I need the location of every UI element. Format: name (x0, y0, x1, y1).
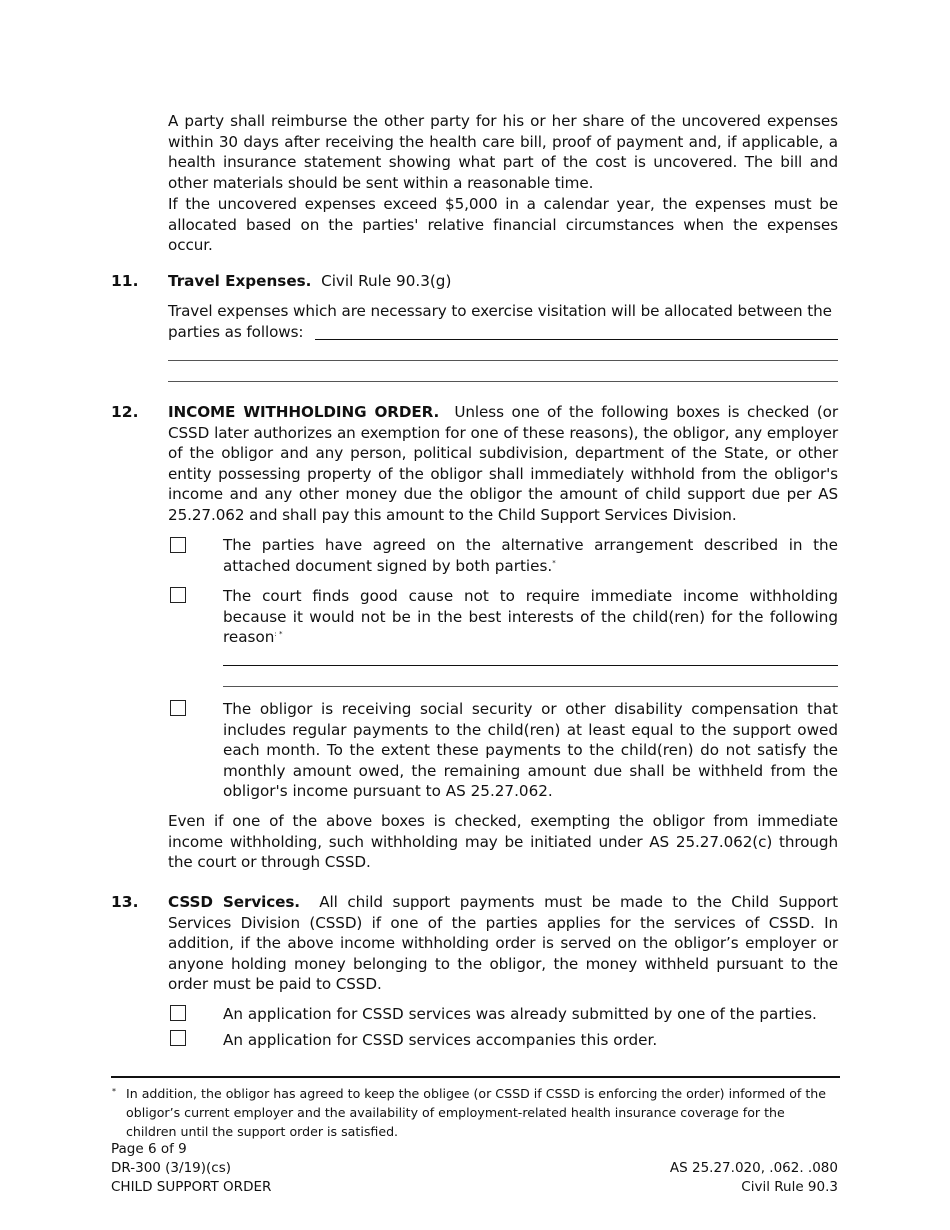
application-accompanies-option: An application for CSSD services accompanies this order. (223, 1031, 658, 1049)
disability-compensation-option: The obligor is receiving social security or other disability compensation that includes regular payments to the child(ren) at least equal to the support owed each month. To the extent these payments to the child(ren) do not satisfy the monthly amount owed, the remaining amount due shall be withheld from the obligor's income pursuant to AS 25.27.062. (223, 700, 838, 800)
travel-allocation-line-1[interactable] (315, 339, 838, 340)
form-id: DR-300 (3/19)(cs) (111, 1160, 231, 1176)
disability-compensation-checkbox[interactable] (170, 700, 186, 716)
reimbursement-paragraph: A party shall reimburse the other party for his or her share of the uncovered expenses within 30 days after receiving the health care bill, proof of payment and, if applicable, a health insurance statement showing what part of the cost is uncovered. The bill and other materials should be sent within a reasonable time. (168, 112, 838, 192)
section-11-number: 11. (111, 272, 139, 290)
application-accompanies-checkbox[interactable] (170, 1030, 186, 1046)
section-13-title: CSSD Services. (168, 893, 300, 911)
section-12-title: INCOME WITHHOLDING ORDER. (168, 403, 440, 421)
travel-allocation-line-2[interactable] (168, 360, 838, 361)
section-12-text: Unless one of the following boxes is checked (or CSSD later authorizes an exemption for one of these reasons), the obligor, any employer of the obligor and any person, political subdivision, department of the State, or other entity possessing property of the obligor shall immediately withhold from the obligor's income and any other money due the obligor the amount of child support due per AS 25.27.062 and shall pay this amount to the Child Support Services Division. (168, 403, 838, 524)
application-submitted-checkbox[interactable] (170, 1005, 186, 1021)
alternative-arrangement-text: The parties have agreed on the alternative arrangement described in the attached document signed by both parties. (223, 536, 838, 575)
section-13-text: All child support payments must be made to the Child Support Services Division (CSSD) if one of the parties applies for the services of CSSD. In addition, if the above income withholding order is served on the obligor’s employer or anyone holding money belonging to the obligor, the money withheld pursuant to the order must be paid to CSSD. (168, 893, 838, 993)
section-12-number: 12. (111, 403, 139, 421)
good-cause-reason-line-1[interactable] (223, 665, 838, 666)
withholding-closing-paragraph: Even if one of the above boxes is checked, exempting the obligor from immediate income withholding, such withholding may be initiated under AS 25.27.062(c) through the court or through CSSD. (168, 812, 838, 871)
footnote-marker: * (552, 558, 556, 567)
application-submitted-option: An application for CSSD services was already submitted by one of the parties. (223, 1005, 817, 1023)
travel-expenses-text: Travel expenses which are necessary to exercise visitation will be allocated between the parties as follows: (168, 302, 832, 341)
good-cause-text: The court finds good cause not to require immediate income withholding because it would not be in the best interests of the child(ren) for the following reason (223, 587, 838, 646)
section-12-body (168, 402, 838, 525)
civil-rule-reference: Civil Rule 90.3 (741, 1179, 838, 1195)
footnote-marker: : * (274, 630, 283, 638)
uncovered-expenses-paragraph: If the uncovered expenses exceed $5,000 in a calendar year, the expenses must be allocated based on the parties' relative financial circumstances when the expenses occur. (168, 195, 838, 254)
travel-allocation-line-3[interactable] (168, 381, 838, 382)
section-11-rule: Civil Rule 90.3(g) (321, 272, 452, 290)
good-cause-reason-line-2[interactable] (223, 686, 838, 687)
footnote-mark: * (112, 1087, 116, 1096)
alternative-arrangement-option (223, 535, 838, 576)
section-11-heading (168, 271, 838, 291)
section-13-body (168, 892, 838, 995)
good-cause-option (223, 586, 838, 648)
form-title: CHILD SUPPORT ORDER (111, 1179, 272, 1195)
section-11-title: Travel Expenses. (168, 272, 312, 290)
statute-reference: AS 25.27.020, .062. .080 (669, 1160, 838, 1176)
footnote-divider (111, 1076, 840, 1078)
page-number: Page 6 of 9 (111, 1141, 187, 1157)
alternative-arrangement-checkbox[interactable] (170, 537, 186, 553)
footnote-text: In addition, the obligor has agreed to keep the obligee (or CSSD if CSSD is enforcing the order) informed of the obligor’s current employer and the availability of employment-related health insurance coverage for the children until the support order is satisfied. (126, 1086, 826, 1139)
section-13-number: 13. (111, 893, 139, 911)
good-cause-checkbox[interactable] (170, 587, 186, 603)
